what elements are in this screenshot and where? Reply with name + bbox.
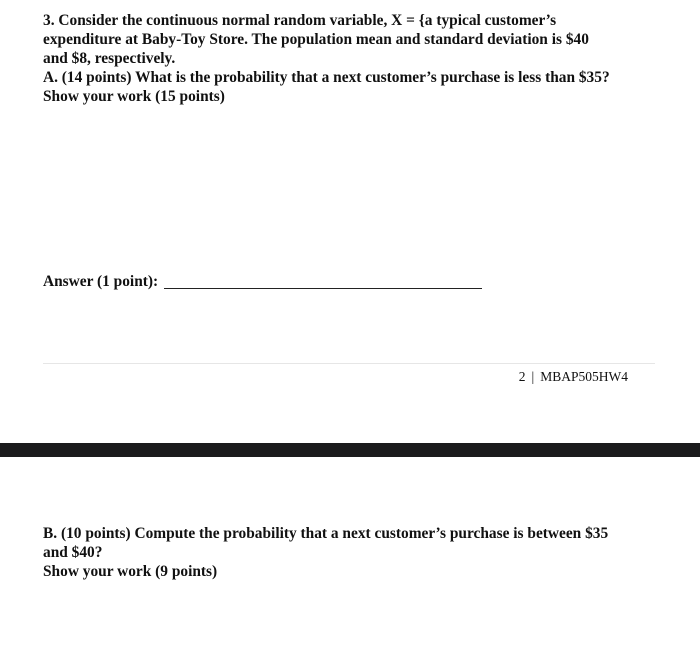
page-break-bar bbox=[0, 443, 700, 457]
question-line: and $8, respectively. bbox=[43, 50, 176, 67]
course-code: MBAP505HW4 bbox=[540, 369, 628, 384]
question-line: Show your work (9 points) bbox=[43, 563, 218, 580]
question-line: and $40? bbox=[43, 544, 103, 561]
question-line: B. (10 points) Compute the probability that a next customer’s purchase is between $35 bbox=[43, 525, 609, 542]
question-3-part-b bbox=[43, 524, 643, 581]
question-3-part-a bbox=[43, 11, 643, 106]
page-number: 2 bbox=[518, 369, 526, 384]
footer-separator: | bbox=[531, 369, 535, 384]
question-line: 3. Consider the continuous normal random variable, X = {a typical customer’s bbox=[43, 12, 557, 29]
question-line: A. (14 points) What is the probability that a next customer’s purchase is less than $35? bbox=[43, 69, 610, 86]
page-footer bbox=[519, 368, 628, 385]
footer-divider bbox=[43, 363, 655, 364]
question-line: Show your work (15 points) bbox=[43, 88, 225, 105]
answer-blank-line bbox=[164, 288, 482, 289]
question-line: expenditure at Baby-Toy Store. The population mean and standard deviation is $40 bbox=[43, 31, 589, 48]
answer-label: Answer (1 point): bbox=[43, 273, 159, 290]
document-page-2 bbox=[0, 457, 700, 665]
